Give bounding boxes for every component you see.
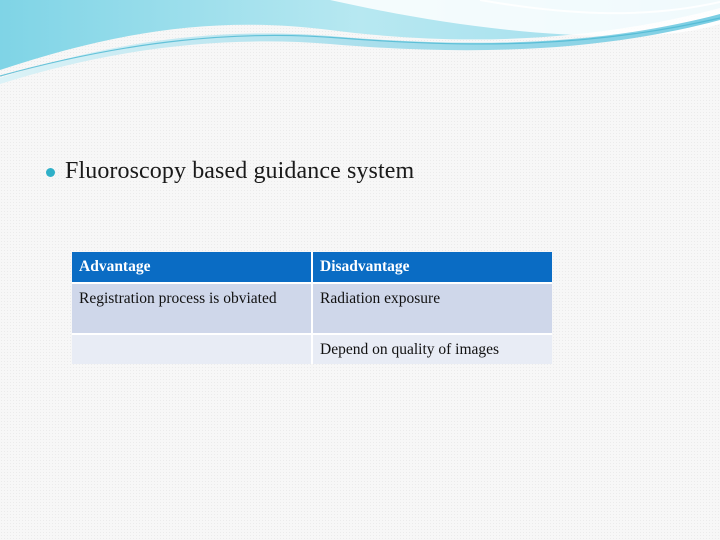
table-row [72,284,552,333]
bullet-dot-icon [46,168,55,177]
table-row [72,333,552,364]
header-wave-decoration [0,0,720,90]
header-advantage: Advantage [72,252,311,284]
table-cell [72,333,311,364]
table-cell: Radiation exposure [311,284,552,333]
table-cell: Depend on quality of images [311,333,552,364]
bullet-item [46,158,414,185]
bullet-text: Fluoroscopy based guidance system [65,158,415,184]
table-cell: Registration process is obviated [72,284,311,333]
header-disadvantage: Disadvantage [311,252,552,284]
advantage-disadvantage-table [72,252,552,364]
table-header-row [72,252,552,284]
